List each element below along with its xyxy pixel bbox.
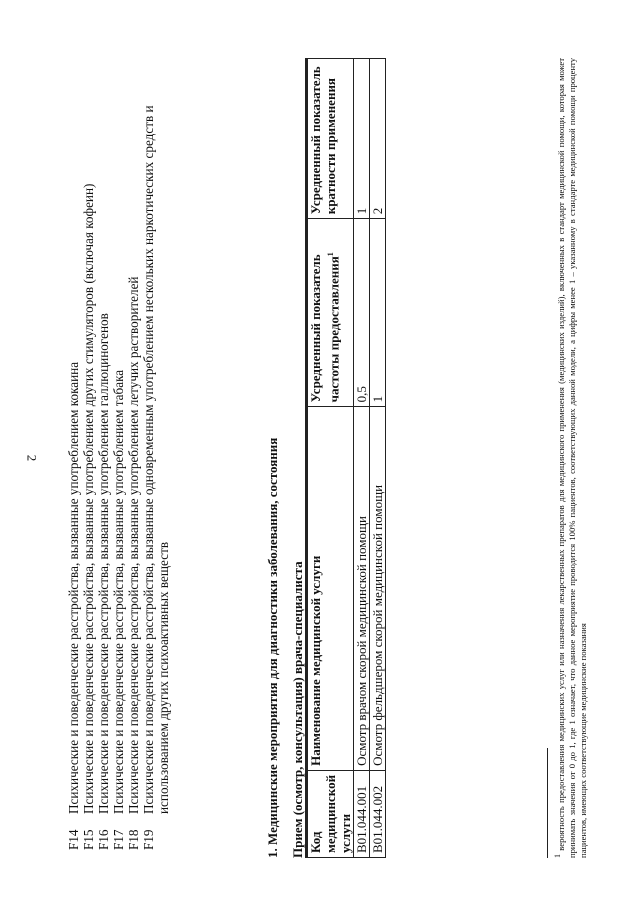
header-name: Наименование медицинской услуги	[308, 407, 354, 771]
code-description: Психические и поведенческие расстройства, вызванные употреблением галлюциногенов	[96, 313, 111, 814]
code-item	[81, 50, 96, 850]
cell-name: Осмотр врачом скорой медицинской помощи	[354, 407, 370, 771]
cell-frequency: 0,5	[354, 219, 370, 407]
code-label: F18	[126, 829, 141, 850]
header-multiplicity: Усредненный показатель кратности применения	[308, 59, 354, 219]
header-frequency	[308, 219, 354, 407]
cell-code: B01.044.001	[354, 770, 370, 857]
table-header-row	[308, 59, 354, 858]
code-description: Психические и поведенческие расстройства, вызванные одновременным употреблением нескольких наркотических средств и использованием других психоактивных веществ	[141, 105, 171, 814]
header-code: Код медицинской услуги	[308, 770, 354, 857]
cell-name: Осмотр фельдшером скорой медицинской помощи	[370, 407, 386, 771]
code-label: F17	[111, 829, 126, 850]
cell-multiplicity: 1	[354, 59, 370, 219]
footnote	[552, 58, 589, 858]
code-description: Психические и поведенческие расстройства, вызванные употреблением табака	[111, 369, 126, 814]
code-item	[111, 50, 126, 850]
footnote-ref: 1	[326, 252, 335, 257]
footnote-mark: 1	[553, 854, 562, 858]
table-row	[354, 59, 370, 858]
footnote-divider	[547, 748, 548, 858]
code-label: F16	[96, 829, 111, 850]
code-label: F15	[81, 829, 96, 850]
code-item	[126, 50, 141, 850]
code-item	[66, 50, 81, 850]
cell-frequency: 1	[370, 219, 386, 407]
rotated-page	[60, 48, 620, 868]
section-title: 1. Медицинские мероприятия для диагностики заболевания, состояния	[265, 437, 280, 858]
code-label: F19	[141, 829, 156, 850]
code-item	[96, 50, 111, 850]
code-description: Психические и поведенческие расстройства, вызванные употреблением кокаина	[66, 361, 81, 814]
page-number: 2	[24, 454, 40, 462]
code-item	[141, 50, 171, 850]
table-row	[370, 59, 386, 858]
footnote-text: вероятность предоставления медицинских услуг или назначения лекарственных препаратов для медицинского применения (медицинских изделий), включенных в стандарт медицинской помощи, которая может принимать значения от 0 до 1, где 1 означает, что данное мероприятие проводится 100% пациентов, соответствующих данной модели, а цифры менее 1 – указанному в стандарте медицинской помощи проценту пациентов, имеющих соответствующие медицинские показания	[555, 58, 588, 858]
diagnosis-code-list	[66, 50, 171, 850]
code-description: Психические и поведенческие расстройства, вызванные употреблением летучих растворителей	[126, 276, 141, 814]
cell-code: B01.044.002	[370, 770, 386, 857]
header-frequency-text: Усредненный показатель частоты предоставления	[308, 254, 342, 403]
code-description: Психические и поведенческие расстройства, вызванные употреблением других стимуляторов (включая кофеин)	[81, 183, 96, 814]
table-caption: Прием (осмотр, консультация) врача-специалиста	[290, 58, 307, 858]
cell-multiplicity: 2	[370, 59, 386, 219]
code-label: F14	[66, 829, 81, 850]
services-table	[290, 58, 386, 858]
